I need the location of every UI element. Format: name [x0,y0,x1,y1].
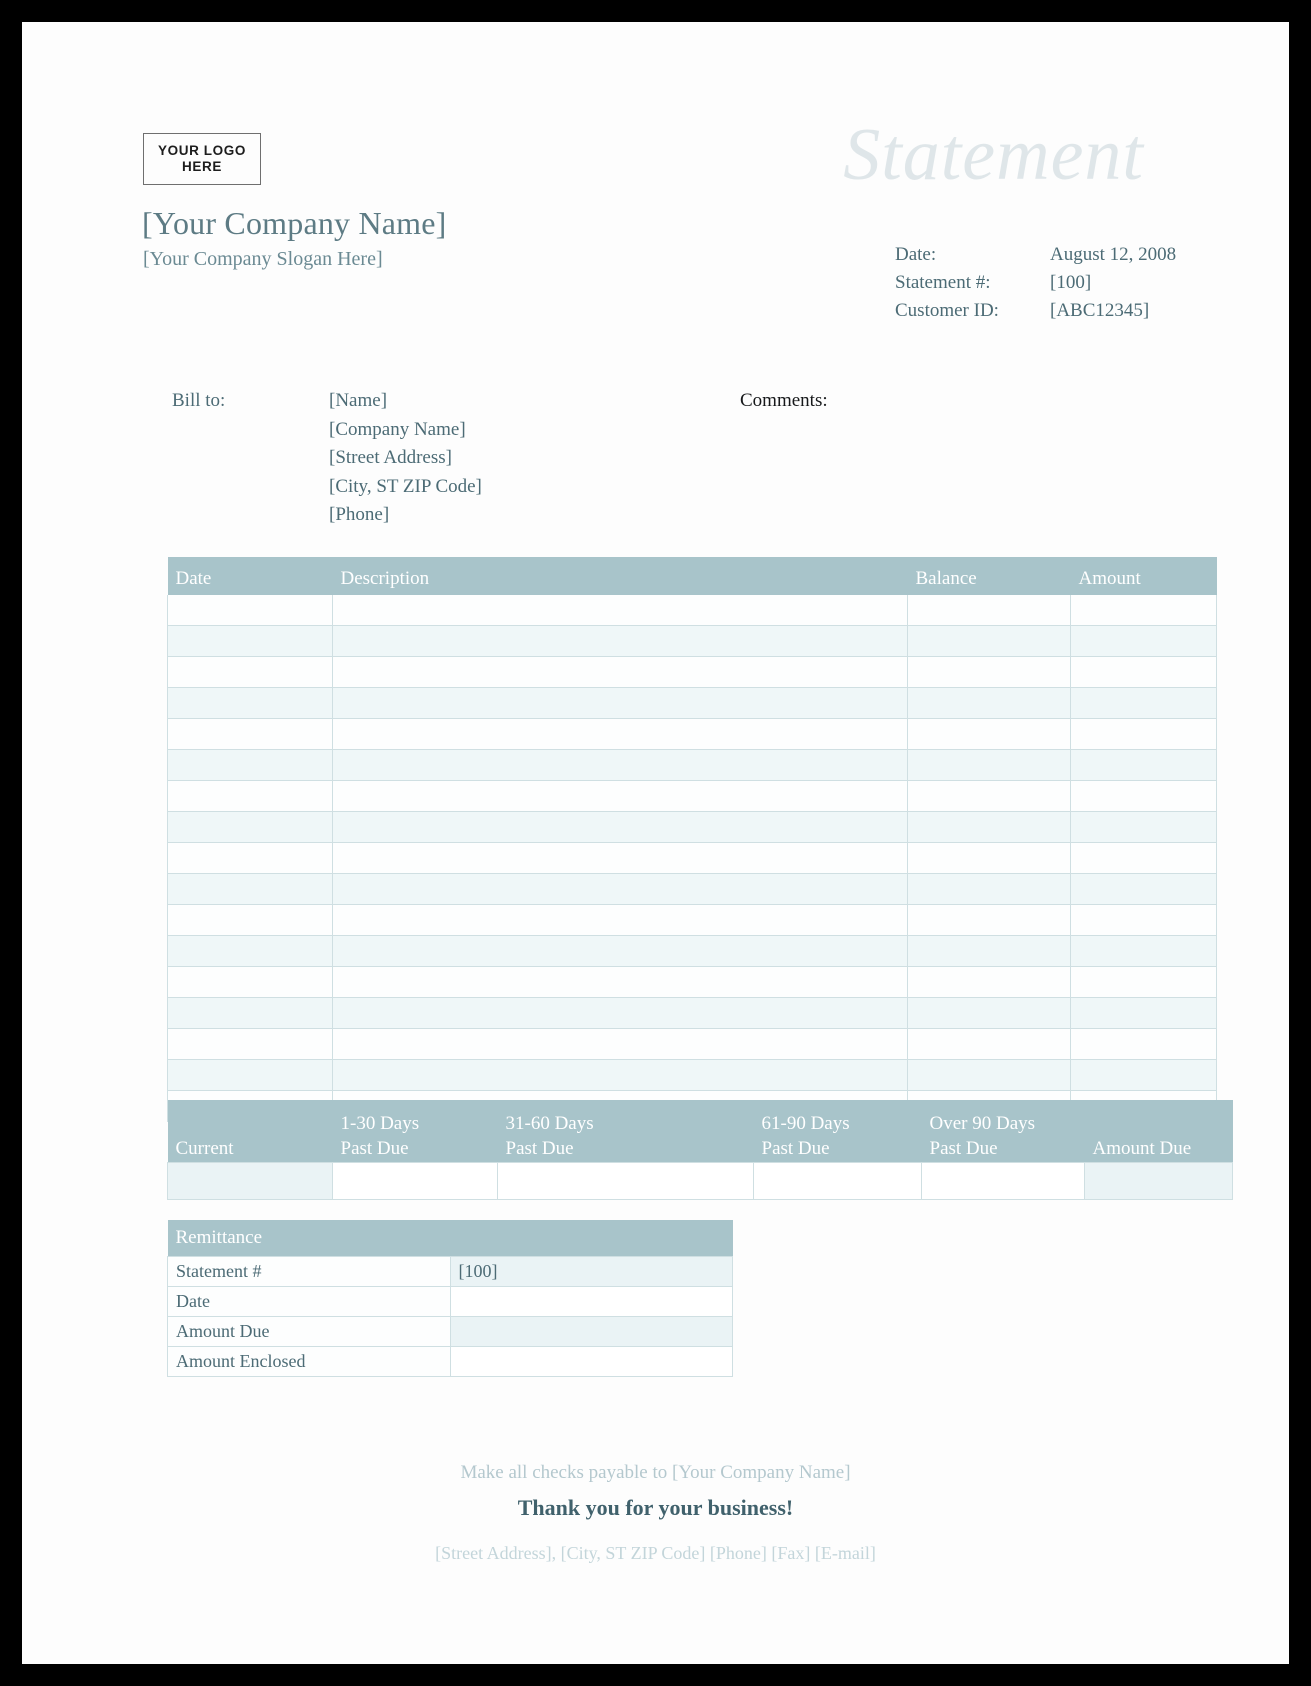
remittance-title: Remittance [168,1220,733,1257]
ledger-cell-balance[interactable] [908,874,1071,905]
ledger-header-row [168,557,1217,595]
ledger-row [168,1029,1217,1060]
date-value[interactable]: August 12, 2008 [1050,244,1177,265]
ledger-cell-description[interactable] [333,688,908,719]
ledger-cell-amount[interactable] [1071,626,1217,657]
ledger-cell-description[interactable] [333,1060,908,1091]
remittance-label-statement-number: Statement # [168,1257,451,1287]
aging-header-31-60-bottom: Past Due [505,1138,574,1160]
ledger-cell-description[interactable] [333,812,908,843]
ledger-cell-balance[interactable] [908,1060,1071,1091]
ledger-cell-amount[interactable] [1071,1060,1217,1091]
thank-you-text: Thank you for your business! [517,1495,794,1520]
ledger-cell-description[interactable] [333,595,908,626]
ledger-header-balance: Balance [908,557,1071,595]
remittance-table [167,1220,733,1377]
aging-summary-table [167,1100,1233,1200]
ledger-cell-date[interactable] [168,843,333,874]
ledger-cell-description[interactable] [333,719,908,750]
bill-to-line[interactable]: [Street Address] [329,447,452,468]
aging-header-over-90 [922,1100,1085,1163]
aging-header-31-60 [498,1100,754,1163]
ledger-cell-description[interactable] [333,874,908,905]
ledger-cell-balance[interactable] [908,936,1071,967]
ledger-cell-balance[interactable] [908,967,1071,998]
remittance-label-amount-due: Amount Due [168,1317,451,1347]
ledger-row [168,967,1217,998]
ledger-cell-description[interactable] [333,843,908,874]
ledger-header-date: Date [168,557,333,595]
meta-row-statement-number [895,272,1215,300]
ledger-cell-balance[interactable] [908,626,1071,657]
ledger-cell-amount[interactable] [1071,719,1217,750]
ledger-cell-date[interactable] [168,1060,333,1091]
ledger-row [168,688,1217,719]
statement-number-value[interactable]: [100] [1050,272,1092,293]
ledger-cell-date[interactable] [168,595,333,626]
statement-page [22,22,1289,1664]
ledger-cell-balance[interactable] [908,843,1071,874]
remittance-label-date: Date [168,1287,451,1317]
ledger-cell-date[interactable] [168,750,333,781]
ledger-cell-description[interactable] [333,936,908,967]
customer-id-label: Customer ID: [895,300,999,321]
ledger-cell-amount[interactable] [1071,967,1217,998]
ledger-cell-date[interactable] [168,626,333,657]
aging-values-row [168,1163,1233,1200]
ledger-cell-date[interactable] [168,812,333,843]
company-contact-line: [Street Address], [City, ST ZIP Code] [Phone] [Fax] [E-mail] [435,1543,876,1563]
ledger-cell-amount[interactable] [1071,812,1217,843]
ledger-cell-amount[interactable] [1071,936,1217,967]
ledger-cell-description[interactable] [333,1029,908,1060]
ledger-cell-balance[interactable] [908,750,1071,781]
bill-to-line[interactable]: [City, ST ZIP Code] [329,475,482,497]
date-label: Date: [895,244,937,265]
ledger-cell-amount[interactable] [1071,874,1217,905]
ledger-cell-balance[interactable] [908,1029,1071,1060]
remittance-value-amount-enclosed[interactable] [450,1347,733,1377]
ledger-cell-date[interactable] [168,905,333,936]
company-slogan[interactable]: [Your Company Slogan Here] [143,248,383,270]
ledger-cell-date[interactable] [168,657,333,688]
ledger-cell-amount[interactable] [1071,998,1217,1029]
remittance-label-amount-enclosed: Amount Enclosed [168,1347,451,1377]
ledger-row [168,874,1217,905]
aging-header-amount-due [1085,1100,1233,1163]
ledger-table [167,557,1217,1122]
ledger-row [168,595,1217,626]
aging-header-1-30 [333,1100,498,1163]
meta-row-customer-id [895,300,1215,328]
ledger-header-amount: Amount [1071,557,1217,595]
ledger-cell-amount[interactable] [1071,905,1217,936]
ledger-row [168,781,1217,812]
ledger-body [168,595,1217,1122]
aging-header-1-30-top: 1-30 Days [340,1112,420,1134]
remittance-value-statement-number[interactable]: [100] [450,1257,733,1287]
ledger-cell-amount[interactable] [1071,1029,1217,1060]
customer-id-value[interactable]: [ABC12345] [1050,300,1150,321]
aging-header-current-bottom: Current [175,1138,234,1160]
ledger-cell-description[interactable] [333,967,908,998]
ledger-cell-description[interactable] [333,750,908,781]
ledger-cell-balance[interactable] [908,657,1071,688]
ledger-cell-date[interactable] [168,1029,333,1060]
aging-cell-over-90[interactable] [922,1163,1085,1200]
bill-to-label: Bill to: [172,390,226,411]
statement-meta [895,244,1215,328]
make-checks-payable-text: Make all checks payable to [Your Company Name] [460,1462,851,1483]
bill-to-line[interactable]: [Phone] [329,504,390,525]
ledger-cell-amount[interactable] [1071,595,1217,626]
remittance-header-row [168,1220,733,1257]
aging-header-31-60-top: 31-60 Days [505,1112,594,1134]
ledger-cell-amount[interactable] [1071,781,1217,812]
ledger-cell-amount[interactable] [1071,750,1217,781]
meta-row-date [895,244,1215,272]
ledger-row [168,812,1217,843]
ledger-row [168,843,1217,874]
aging-cell-current[interactable] [168,1163,333,1200]
ledger-row [168,719,1217,750]
ledger-row [168,626,1217,657]
remittance-value-date[interactable] [450,1287,733,1317]
ledger-row [168,657,1217,688]
remittance-row-amount-due [168,1317,733,1347]
aging-header-61-90-top: 61-90 Days [761,1112,850,1134]
remittance-row-statement-number [168,1257,733,1287]
remittance-row-amount-enclosed [168,1347,733,1377]
ledger-cell-description[interactable] [333,781,908,812]
ledger-cell-description[interactable] [333,657,908,688]
ledger-cell-balance[interactable] [908,998,1071,1029]
aging-cell-61-90[interactable] [754,1163,922,1200]
aging-header-61-90 [754,1100,922,1163]
logo-line-1: YOUR LOGO [158,143,246,159]
aging-header-over-90-top: Over 90 Days [929,1112,1036,1134]
aging-header-over-90-bottom: Past Due [929,1138,998,1160]
ledger-row [168,750,1217,781]
remittance-row-date [168,1287,733,1317]
logo-placeholder[interactable] [143,133,261,185]
comments-label: Comments: [740,390,828,411]
remittance-value-amount-due[interactable] [450,1317,733,1347]
aging-cell-31-60[interactable] [498,1163,754,1200]
ledger-cell-amount[interactable] [1071,688,1217,719]
ledger-cell-amount[interactable] [1071,843,1217,874]
ledger-cell-balance[interactable] [908,595,1071,626]
document-header [22,22,1289,342]
ledger-cell-date[interactable] [168,998,333,1029]
ledger-cell-date[interactable] [168,781,333,812]
ledger-header-description: Description [333,557,908,595]
ledger-row [168,936,1217,967]
aging-header-current [168,1100,333,1163]
aging-cell-amount-due[interactable] [1085,1163,1233,1200]
ledger-cell-date[interactable] [168,719,333,750]
ledger-cell-amount[interactable] [1071,657,1217,688]
ledger-cell-balance[interactable] [908,781,1071,812]
ledger-cell-description[interactable] [333,998,908,1029]
ledger-cell-balance[interactable] [908,688,1071,719]
ledger-cell-balance[interactable] [908,719,1071,750]
page-title: Statement [843,114,1144,196]
ledger-cell-description[interactable] [333,905,908,936]
document-footer [22,1462,1289,1564]
ledger-row [168,1060,1217,1091]
aging-header-row [168,1100,1233,1163]
ledger-row [168,998,1217,1029]
ledger-cell-description[interactable] [333,626,908,657]
statement-number-label: Statement #: [895,272,991,293]
aging-header-amount-due-bottom: Amount Due [1092,1138,1192,1160]
ledger-cell-balance[interactable] [908,812,1071,843]
ledger-cell-date[interactable] [168,936,333,967]
bill-to-line[interactable]: [Company Name] [329,418,466,440]
ledger-row [168,905,1217,936]
company-name[interactable]: [Your Company Name] [142,205,447,241]
bill-to-address [329,390,482,533]
ledger-cell-balance[interactable] [908,905,1071,936]
logo-line-2: HERE [182,159,222,174]
ledger-cell-date[interactable] [168,688,333,719]
aging-header-61-90-bottom: Past Due [761,1138,830,1160]
aging-header-1-30-bottom: Past Due [340,1138,409,1160]
ledger-cell-date[interactable] [168,874,333,905]
aging-cell-1-30[interactable] [333,1163,498,1200]
bill-to-line[interactable]: [Name] [329,390,388,411]
ledger-cell-date[interactable] [168,967,333,998]
